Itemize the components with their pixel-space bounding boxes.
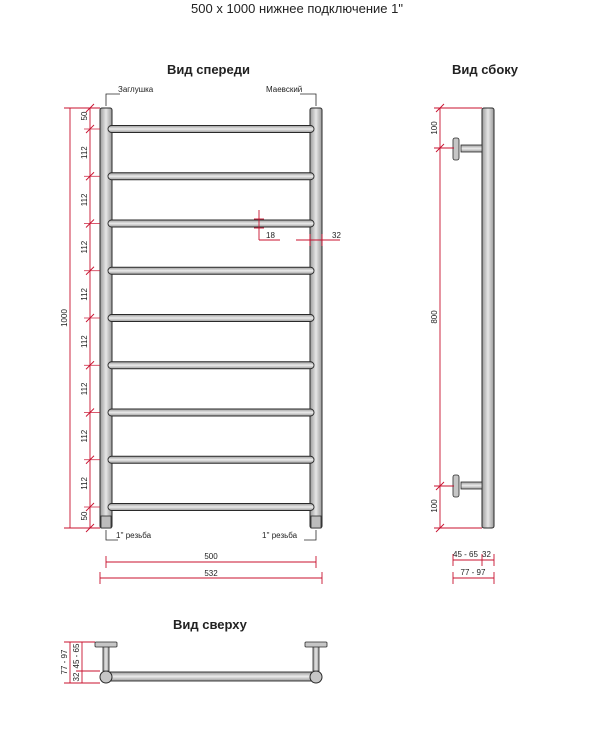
label-thread-left: 1'' резьба: [116, 531, 152, 540]
rung-4: [108, 267, 314, 274]
side-wall-plate-top: [453, 138, 459, 160]
rung-7: [108, 409, 314, 416]
label-plug: Заглушка: [118, 85, 154, 94]
front-view-title: Вид спереди: [167, 62, 250, 77]
left-connection: [101, 516, 111, 528]
top-view: [60, 642, 327, 683]
drawing-title: 500 х 1000 нижнее подключение 1": [191, 1, 403, 16]
dim-front-edge-bottom: 50: [80, 511, 89, 521]
dim-top-depth-range: 45 - 65: [72, 643, 81, 669]
dim-side-top-offset: 100: [430, 121, 439, 135]
dim-side-depth-range: 45 - 65: [453, 550, 478, 559]
label-valve: Маевский: [266, 85, 303, 94]
rung-2: [108, 173, 314, 180]
dim-center-width: 500: [204, 552, 218, 561]
dim-rung-spacing-3: 112: [80, 240, 89, 254]
side-bracket-bottom: [461, 482, 482, 489]
dim-front-edge-top: 50: [80, 111, 89, 121]
front-view: [60, 85, 341, 584]
label-thread-right: 1'' резьба: [262, 531, 298, 540]
dim-side-center: 800: [430, 310, 439, 324]
top-left-wall-plate: [95, 642, 117, 647]
dim-rung-spacing-1: 112: [80, 146, 89, 160]
dim-front-total-height: 1000: [60, 309, 69, 327]
dim-top-pipe: 32: [72, 672, 81, 682]
top-view-title: Вид сверху: [173, 617, 247, 632]
right-connection: [311, 516, 321, 528]
dim-top-total-depth: 77 - 97: [60, 649, 69, 675]
top-right-bracket: [313, 646, 319, 671]
top-left-collector: [100, 671, 112, 683]
top-left-bracket: [103, 646, 109, 671]
rung-3: [108, 220, 314, 227]
top-rung: [106, 672, 316, 681]
dim-pipe-diameter: 32: [332, 231, 341, 240]
dim-total-width: 532: [204, 569, 218, 578]
rung-9: [108, 504, 314, 511]
dim-rung-spacing-5: 112: [80, 335, 89, 349]
dim-side-total-depth: 77 - 97: [460, 568, 486, 577]
top-right-wall-plate: [305, 642, 327, 647]
rung-8: [108, 456, 314, 463]
side-bracket-top: [461, 145, 482, 152]
rungs: [108, 126, 314, 511]
top-right-collector: [310, 671, 322, 683]
dim-rung-spacing-7: 112: [80, 429, 89, 443]
dim-side-pipe: 32: [482, 550, 491, 559]
dim-rung-diameter: 18: [266, 231, 275, 240]
dim-rung-spacing-2: 112: [80, 193, 89, 207]
side-view-title: Вид сбоку: [452, 62, 519, 77]
rung-1: [108, 126, 314, 133]
dim-rung-spacing-4: 112: [80, 287, 89, 301]
dim-rung-spacing-6: 112: [80, 382, 89, 396]
front-dimension-ticks: [84, 104, 100, 532]
dim-rung-spacing-8: 112: [80, 476, 89, 490]
side-collector: [482, 108, 494, 528]
side-view: [430, 104, 494, 584]
dim-side-bottom-offset: 100: [430, 499, 439, 513]
rung-6: [108, 362, 314, 369]
rung-5: [108, 315, 314, 322]
